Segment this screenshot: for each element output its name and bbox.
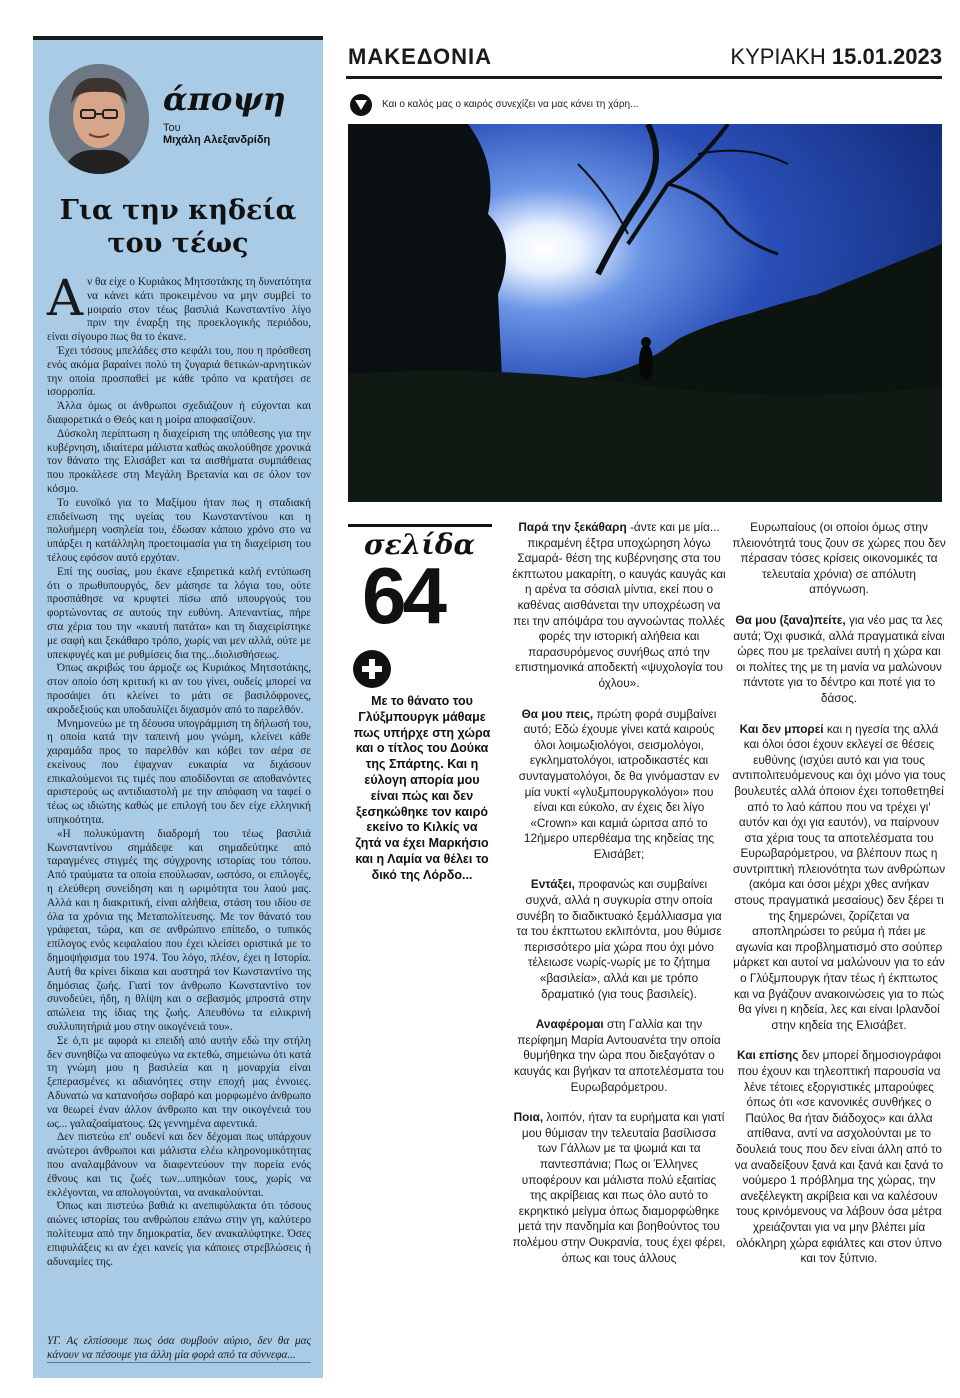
column-paragraph	[512, 707, 726, 863]
column-paragraph	[512, 877, 726, 1002]
paragraph-text: προφανώς και συμβαίνει συχνά, αλλά η συγκυρία στην οποία συνέβη το διαδικτυακό ξεμάλλιασμα για τα του έκπτωτου εκλιπόντα, μου θύμισε περισσότερο μία χώρα που όχι μόνο τέλειωσε νωρίς-νωρίς με το ζήτημα «βασιλεία», αλλά και με τρόπο δραματικό (για τους βασιλείς).	[516, 877, 722, 1001]
paragraph-text: για νέο μας τα λες αυτά; Όχι φυσικά, αλλά πραγματικά είναι ώρες που με τρελαίνει αυτή η χώρα και οι πολίτες της με τη μανία να μαλώνουν πάντοτε για το δέντρο και ποτέ για το δάσος.	[733, 612, 945, 705]
opinion-paragraph: Σε ό,τι με αφορά κι επειδή από αυτήν εδώ την στήλη δεν συνηθίζω να αποφεύγω να εκτεθώ, σημειώνω ότι κατά τη γνώμη μου η βασιλεία και η μοναρχία είναι ξεπερασμένες κι αδιανόητες στην εποχή μας έννοιες. Αδυνατώ να κατανοήσω σοβαρό και μορφωμένο άνθρωπο να θεωρεί έναν άλλον άνθρωπο και την οικογένειά του ως... γαλαζοαίματους. Ως γεννημένα αφεντικά.	[47, 1034, 311, 1130]
check-down-icon	[350, 94, 372, 116]
newspaper-name: ΜΑΚΕΔΟΝΙΑ	[348, 44, 492, 69]
plus-icon	[353, 650, 391, 688]
opinion-paragraph	[47, 269, 311, 345]
article-title-line-1: Για την κηδεία	[59, 195, 297, 226]
paragraph-lead: Εντάξει,	[530, 877, 575, 892]
column-paragraph	[512, 1017, 726, 1095]
opinion-paragraph: Επί της ουσίας, μου έκανε εξαιρετικά καλή εντύπωση ότι ο πρωθυπουργός, δεν μάσησε τα λόγια του, ούτε προσπάθησε να κρυφτεί πίσω από υπουργούς του φορτώνοντας σε αυτούς την ευθύνη. Απεναντίας, πήρε στα χέρια του την «καυτή πατάτα» και τη διαχειρίστηκε με σαφή και ξεκάθαρο τρόπο, χωρίς ναι μεν αλλά, ούτε με υπεκφυγές και με ρυθμίσεις δια της...διολισθήσεως.	[47, 565, 311, 661]
issue-date	[730, 44, 942, 70]
opinion-paragraph: Δύσκολη περίπτωση η διαχείριση της υπόθεσης για την κυβέρνηση, ιδιαίτερα μάλιστα καθώς ακολούθησε χρονικά τον θάνατο της Ελισάβετ και τα αισθήματα συμπάθειας που προκάλεσε στη Μεγάλη Βρετανία και σε όλον τον κόσμο.	[47, 427, 311, 495]
opinion-paragraph: Άλλα όμως οι άνθρωποι σχεδιάζουν ή εύχονται και διαφορετικά ο Θεός και η μοίρα αποφασίζουν.	[47, 400, 311, 426]
ps-divider	[47, 1362, 311, 1363]
opinion-paragraph: Το ευνοϊκό για το Μαξίμου ήταν πως η σταδιακή επιδείνωση της υγείας του Κωνσταντίνου και η πολυήμερη νοσηλεία του, έδωσαν κάποιο χρόνο στο να υπάρξει η κατάλληλη προετοιμασία για τη διαχείριση του τέλους εφόσον αυτό ερχόταν.	[47, 496, 311, 564]
opinion-label: άποψη	[163, 80, 286, 118]
paragraph-lead: Θα μου πεις,	[521, 706, 594, 721]
paragraph-text: -άντε και με μία... πικραμένη έξτρα υποχώρηση λόγω Σαμαρά- θέση της κυβέρνησης στα του έκπτωτου μακαρίτη, ο καυγάς καυγάς και η αρένα τα σόσιαλ μίντια, εκεί που ο καθένας αισθάνεται την υποχρέωση να πει την απόψάρα του αγνοώντας πολλές φορές την ιστορική αλήθεια και παρασυρόμενος συνήθως από την επιστημονικά αποδεκτή «ψυχολογία του όχλου».	[512, 520, 726, 690]
opinion-body	[47, 269, 311, 1269]
paragraph-text: πρώτη φορά συμβαίνει αυτό; Εδώ έχουμε γίνει κατά καιρούς όλοι λοιμωξιολόγοι, σεισμολόγοι, εγκληματολόγοι, ιατροδικαστές και συνταγματολόγοι, δε θα γινόμασταν εν μία νυκτί «γλυξμπουργκολόγοι» που είναι και εύκολο, αν έχεις δει λίγο «Crown» και καμιά ώριτσα από το 12ήμερο υπερθέαμα της κηδείας της Ελισάβετ;	[518, 706, 720, 861]
opinion-header	[33, 40, 323, 180]
author-photo	[49, 64, 149, 174]
author-prefix: Του	[163, 122, 181, 134]
opinion-paragraph: Όπως και πιστεύω βαθιά κι ανεπιφύλακτα ότι τόσους αιώνες ιστορίας του ανθρώπου επάνω στην γη, καλύτερο πολίτευμα από την δημοκρατία, δεν ανακαλύφτηκε. Όσες επιφυλάξεις κι αν έχει κανείς για κάποιες στρεβλώσεις ή αδυναμίες της.	[47, 1200, 311, 1268]
selida-label: σελίδα	[364, 528, 476, 561]
paragraph-lead: Αναφέρομαι	[535, 1017, 604, 1032]
paragraph-lead: Και δεν μπορεί	[739, 721, 824, 736]
paragraph-lead: Παρά την ξεκάθαρη	[518, 520, 627, 534]
column-paragraph	[732, 722, 946, 1034]
author-name: Μιχάλη Αλεξανδρίδη	[163, 134, 271, 146]
opinion-postscript: ΥΓ. Ας ελπίσουμε πως όσα συμβούν αύριο, δεν θα μας κάνουν να πέσουμε για άλλη μία φορά από τα σύννεφα...	[47, 1335, 311, 1361]
article-title-line-2: του τέως	[107, 228, 249, 259]
column-paragraph	[732, 520, 946, 598]
column-3	[732, 520, 946, 1282]
paragraph-text: ν θα είχε ο Κυριάκος Μητσοτάκης τη δυνατότητα να κάνει κάτι προκειμένου να μην συμβεί το μοιραίο στον τέως βασιλιά Κωνσταντίνο λίγο πριν την έναρξη της προεκλογικής περιόδου, είναι σίγουρο πως θα το έκανε.	[47, 276, 311, 344]
opinion-paragraph: Δεν πιστεύω επ' ουδενί και δεν δέχομαι πως υπάρχουν ανώτεροι άνθρωποι και μάλιστα ελέω κληρονομικότητας που αναλαμβάνουν να διαφεντεύουν την πορεία ενός έθνους και τις ζωές των...υπηκόων τους, χωρίς να εκλέγονται, να απολογούνται, να ανακαλούνται.	[47, 1131, 311, 1199]
paragraph-text: στη Γαλλία και την περίφημη Μαρία Αντουανέτα την οποία θυμήθηκα την ώρα που διεξαγόταν ο καυγάς και βγήκαν τα αποτελέσματα του Ευρωβαρόμετρου.	[513, 1017, 725, 1094]
selida-number: 64	[362, 551, 443, 640]
drop-cap: Α	[47, 269, 84, 327]
paragraph-lead: Και επίσης	[736, 1048, 799, 1063]
column-paragraph	[512, 520, 726, 692]
column-paragraph	[732, 613, 946, 707]
landscape-photo	[348, 124, 942, 502]
opinion-paragraph: Μνημονεύω με τη δέουσα υπογράμμιση τη δήλωσή του, η οποία κατά την ταπεινή μου γνώμη, κλείνει κάθε χαραμάδα προς το παρελθόν και κόβει τον αέρα σε εκείνους που έψαχναν ευκαιρία να διχάσουν επικαλούμενοι τις τιμές που αποδίδονται σε αποθανόντες αριστερούς ως αντιδιαστολή με την απόφαση να ταφεί ο τέως ως ιδιώτης καθώς με επιλογή του δεν είχε ελληνική υπηκοότητα.	[47, 717, 311, 827]
opinion-paragraph: Έχει τόσους μπελάδες στο κεφάλι του, που η πρόσθεση ενός ακόμα βαραίνει πολύ τη ζυγαριά θετικών-αρνητικών την οποία προσπαθεί με κάθε τρόπο να κρατήσει σε ισορροπία.	[47, 344, 311, 399]
column-paragraph	[732, 1048, 946, 1266]
paragraph-text: Ευρωπαίους (οι οποίοι όμως στην πλειονότητά τους ζουν σε χώρες που δεν πέρασαν τόσες κρίσεις οικονομικές τα τελευταία χρόνια) σε απόλυτη απόγνωση.	[732, 520, 946, 597]
paragraph-text: και η ηγεσία της αλλά και όλοι όσοι έχουν εκλεγεί σε θέσεις ευθύνης (ισχύει αυτό και για τους αντιπολιτευόμενους και όχι μόνο για τους βουλευτές αλλά όποιον έχει τοποθετηθεί από το λαό κάπου που να τρέχει γι' αυτόν και όχι για εαυτόν), να παίρνουν στα χέρια τους τα αποτελέσματα του Ευρωβαρόμετρου, να βλέπουν πως η συντριπτική πλειονότητα των ανθρώπων (ακόμα και όσοι μέχρι χθες ανήκαν στους πραγματικά μεσαίους) δεν ξέρει τι της ξημερώνει, ζορίζεται να αποπληρώσει το ρεύμα ή πάει με αγωνία και προβληματισμό στο σούπερ μάρκετ και αυτοί να μαλώνουν για το εάν ο Γλύξμπουργκ ήταν τέως ή έκπτωτος και να βγάζουν ανακοινώσεις για το πώς θα γίνει η κηδεία, λες και είναι Ιρλανδοί στην κηδεία της Ελισάβετ.	[732, 721, 946, 1032]
column-paragraph	[512, 1110, 726, 1266]
opinion-paragraph: Όπως ακριβώς του άρμοζε ως Κυριάκος Μητσοτάκης, στον οποίο όση κριτική κι αν του γίνει, ουδείς μπορεί να προσάψει ότι κλείνει το μάτι σε βασιλόφρονες, ακροδεξιούς και υποδαυλίζει διχασμόν από το παρελθόν.	[47, 662, 311, 716]
issue-day: ΚΥΡΙΑΚΗ	[730, 44, 826, 69]
paragraph-lead: Ποια,	[513, 1110, 544, 1125]
paragraph-text: δεν μπορεί δημοσιογράφοι που έχουν και τηλεοπτική παρουσία να λένε τέτοιες εξοργιστικές μπαρούφες όπως ότι «σε κανονικές συνθήκες ο Παύλος θα ήταν διάδοχος» και άλλα απίθανα, αντί να ασχολούνται με το δουλειά τους που δεν είναι άλλη από το να αναδείξουν ξανά και ξανά και ξανά το νούμερο 1 πρόβλημα της χώρας, την ανεξέλεγκτη ακρίβεια και να καλέσουν τους κρινόμενους να λάβουν όσα μέτρα χρειάζονται για να μην βλέπει μία ολόκληρη χώρα εφιάλτες και στον ύπνο και τον ξύπνιο.	[734, 1048, 944, 1266]
article-title	[33, 194, 323, 260]
issue-date-value: 15.01.2023	[831, 44, 942, 69]
opinion-column	[33, 36, 323, 1378]
selida-rule	[348, 524, 492, 527]
paragraph-text: λοιπόν, ήταν τα ευρήματα και γιατί μου θύμισαν την τελευταία βασίλισσα των Γάλλων με τα ψωμιά και τα παντεσπάνια; Πως οι Έλληνες υποφέρουν και μάλιστα πολύ εξαιτίας της ακρίβειας και πως όλο αυτό το εκρηκτικό μείγμα όπως διαμορφώθηκε μετά την πανδημία και βοηθούντος του πολέμου στην Ουκρανία, τους έχει φέρει, όπως και τους άλλους	[512, 1110, 726, 1265]
column-2	[512, 520, 726, 1281]
photo-caption: Και ο καλός μας ο καιρός συνεχίζει να μας κάνει τη χάρη...	[382, 99, 639, 110]
masthead	[346, 40, 942, 79]
opinion-paragraph: «Η πολυκύμαντη διαδρομή του τέως βασιλιά Κωνσταντίνου σημάδεψε και σημαδεύτηκε από ταραγμένες στιγμές της σύγχρονης ιστορίας του τόπου. Από τραύματα τα οποία επούλωσαν, ωστόσο, οι επιλογές, η ελεύθερη συνείδηση και η ωριμότητα του λαού μας. Αλλά και η διακριτική, είναι αλήθεια, στάση του ιδίου σε όλα τα χρόνια της Μεταπολίτευσης. Με τον θάνατό του γράφεται, τώρα, και σε ανθρώπινο επίπεδο, ο τυπικός επίλογος ενός κεφαλαίου που έχει κλείσει οριστικά με το δημοψήφισμα του 1974. Του λόγο, πλέον, έχει η Ιστορία. Αυτή θα κρίνει δίκαια και αυστηρά τον Κωνσταντίνο της δημόσιας ζωής. Γιατί τον άνθρωπο Κωνσταντίνο τον συνοδεύει, ήδη, η θλίψη και ο σεβασμός μπροστά στην απώλεια της ίδιας της ζωής. Απευθύνω τα ειλικρινή συλλυπητήριά μου στην οικογένειά του».	[47, 827, 311, 1034]
plus-note: Με το θάνατο του Γλύξμπουργκ μάθαμε πως υπήρχε στη χώρα και ο τίτλος του Δούκα της Σπάρτης. Και η εύλογη απορία μου είναι πώς και δεν ξεσηκώθηκε τον καιρό εκείνο το Κιλκίς να ζητά να έχει Μαρκήσιο και η Λαμία να θέλει το δικό της Λόρδο...	[353, 694, 491, 882]
paragraph-lead: Θα μου (ξανα)πείτε,	[735, 612, 846, 627]
